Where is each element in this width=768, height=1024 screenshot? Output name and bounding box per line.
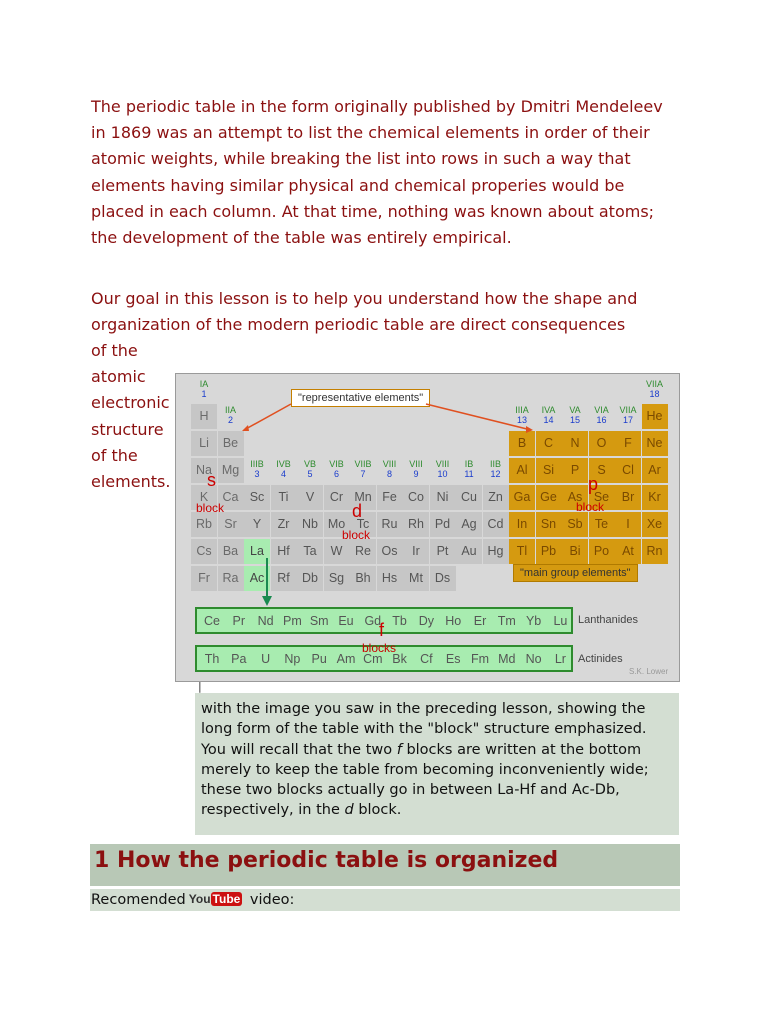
element-C: C bbox=[536, 431, 562, 456]
s-block-letter: s bbox=[207, 470, 216, 490]
group-header-4: IVB 4 bbox=[276, 459, 291, 479]
actinide-element-Np: Np bbox=[284, 652, 301, 666]
element-Sb: Sb bbox=[562, 512, 588, 537]
actinide-element-Es: Es bbox=[445, 652, 461, 666]
element-Cr: Cr bbox=[324, 485, 350, 510]
lanthanide-element-Yb: Yb bbox=[525, 614, 542, 628]
group-header-14: IVA 14 bbox=[541, 405, 556, 425]
group-header-2: IIA 2 bbox=[224, 405, 236, 425]
element-Br: Br bbox=[615, 485, 641, 510]
lanthanide-element-Dy: Dy bbox=[418, 614, 435, 628]
group-header-17: VIIA 17 bbox=[619, 405, 637, 425]
element-Co: Co bbox=[403, 485, 429, 510]
group-header-6: VIB 6 bbox=[329, 459, 344, 479]
group-header-7: VIIB 7 bbox=[354, 459, 372, 479]
element-Ra: Ra bbox=[218, 566, 244, 591]
element-Se: Se bbox=[589, 485, 615, 510]
element-Te: Te bbox=[589, 512, 615, 537]
element-Ir: Ir bbox=[403, 539, 429, 564]
actinide-element-Bk: Bk bbox=[392, 652, 407, 666]
representative-elements-label: "representative elements" bbox=[291, 389, 430, 407]
group-header-10: VIII 10 bbox=[435, 459, 450, 479]
element-Ds: Ds bbox=[430, 566, 456, 591]
element-Al: Al bbox=[509, 458, 535, 483]
arrow-head-f bbox=[262, 596, 272, 606]
figure-caption bbox=[195, 693, 679, 835]
element-Sg: Sg bbox=[324, 566, 350, 591]
s-block-label: block bbox=[196, 501, 225, 515]
element-V: V bbox=[297, 485, 323, 510]
element-Be: Be bbox=[218, 431, 244, 456]
element-O: O bbox=[589, 431, 615, 456]
element-Ca: Ca bbox=[218, 485, 244, 510]
element-Ac: Ac bbox=[244, 566, 270, 591]
element-He: He bbox=[642, 404, 668, 429]
element-B: B bbox=[509, 431, 535, 456]
element-Ni: Ni bbox=[430, 485, 456, 510]
element-Ba: Ba bbox=[218, 539, 244, 564]
element-At: At bbox=[615, 539, 641, 564]
element-Pb: Pb bbox=[536, 539, 562, 564]
arrow-to-s-block bbox=[244, 404, 291, 430]
element-Rh: Rh bbox=[403, 512, 429, 537]
p-block-label: block bbox=[576, 500, 605, 514]
element-H: H bbox=[191, 404, 217, 429]
actinide-element-Lr: Lr bbox=[554, 652, 566, 666]
element-Hg: Hg bbox=[483, 539, 509, 564]
group-header-3: IIIB 3 bbox=[250, 459, 264, 479]
element-Hf: Hf bbox=[271, 539, 297, 564]
group-header-18: VIIA 18 bbox=[645, 379, 663, 399]
element-As: As bbox=[562, 485, 588, 510]
lanthanide-element-Er: Er bbox=[473, 614, 487, 628]
element-Mo: Mo bbox=[324, 512, 350, 537]
element-Na: Na bbox=[191, 458, 217, 483]
actinide-element-Th: Th bbox=[204, 652, 220, 666]
actinide-element-Cm: Cm bbox=[363, 652, 383, 666]
element-Mn: Mn bbox=[350, 485, 376, 510]
element-Mt: Mt bbox=[403, 566, 429, 591]
lanthanide-element-Pr: Pr bbox=[232, 614, 246, 628]
element-Sc: Sc bbox=[244, 485, 270, 510]
group-header-5: VB 5 bbox=[303, 459, 316, 479]
lanthanide-element-Sm: Sm bbox=[309, 614, 329, 628]
arrow-head-s bbox=[242, 425, 249, 431]
lanthanide-element-Lu: Lu bbox=[553, 614, 568, 628]
group-header-13: IIIA 13 bbox=[515, 405, 529, 425]
element-Cd: Cd bbox=[483, 512, 509, 537]
element-In: In bbox=[509, 512, 535, 537]
element-Ta: Ta bbox=[297, 539, 323, 564]
lanthanides-label: Lanthanides bbox=[578, 614, 638, 626]
element-Bh: Bh bbox=[350, 566, 376, 591]
group-header-16: VIA 16 bbox=[594, 405, 609, 425]
element-Cl: Cl bbox=[615, 458, 641, 483]
element-S: S bbox=[589, 458, 615, 483]
element-Si: Si bbox=[536, 458, 562, 483]
actinide-element-Cf: Cf bbox=[420, 652, 433, 666]
element-Db: Db bbox=[297, 566, 323, 591]
element-Sn: Sn bbox=[536, 512, 562, 537]
credit: S.K. Lower bbox=[629, 667, 669, 676]
element-La: La bbox=[244, 539, 270, 564]
caption-d: d bbox=[344, 802, 354, 819]
section-heading: 1 How the periodic table is organized bbox=[90, 844, 680, 886]
lanthanide-element-Tb: Tb bbox=[392, 614, 407, 628]
element-Bi: Bi bbox=[562, 539, 588, 564]
element-N: N bbox=[562, 431, 588, 456]
video-text-before: Recomended bbox=[91, 892, 186, 908]
lanthanide-element-Ce: Ce bbox=[204, 614, 220, 628]
element-Re: Re bbox=[350, 539, 376, 564]
element-Ru: Ru bbox=[377, 512, 403, 537]
youtube-logo-icon[interactable]: You Tube bbox=[188, 892, 241, 906]
arrow-head-p bbox=[526, 426, 533, 433]
arrows-overlay bbox=[176, 374, 681, 683]
element-Tl: Tl bbox=[509, 539, 535, 564]
video-text-after: video: bbox=[245, 892, 295, 908]
group-header-15: VA 15 bbox=[569, 405, 581, 425]
goal-paragraph-side: of the atomic electronic structure of the elements. bbox=[91, 341, 171, 492]
element-Ga: Ga bbox=[509, 485, 535, 510]
d-block-letter: d bbox=[352, 501, 363, 521]
actinide-element-U: U bbox=[261, 652, 271, 666]
group-header-12: IIB 12 bbox=[489, 459, 501, 479]
recommended-video-line bbox=[90, 889, 680, 911]
element-I: I bbox=[615, 512, 641, 537]
caption-text-2: blocks are written at the bottom merely to keep the table from becoming inconveniently wide; these two blocks actually go in between La-Hf and Ac-Db, respectively, in the bbox=[201, 741, 649, 819]
element-Xe: Xe bbox=[642, 512, 668, 537]
p-block-letter: p bbox=[588, 474, 599, 494]
element-Zn: Zn bbox=[483, 485, 509, 510]
element-Pd: Pd bbox=[430, 512, 456, 537]
element-Po: Po bbox=[589, 539, 615, 564]
actinide-element-Fm: Fm bbox=[470, 652, 490, 666]
actinide-element-Md: Md bbox=[498, 652, 516, 666]
f-block-label: blocks bbox=[362, 641, 397, 655]
element-Ar: Ar bbox=[642, 458, 668, 483]
element-Rn: Rn bbox=[642, 539, 668, 564]
text-cursor: | bbox=[198, 680, 202, 693]
element-Cs: Cs bbox=[191, 539, 217, 564]
element-Fe: Fe bbox=[377, 485, 403, 510]
actinide-element-Pa: Pa bbox=[231, 652, 247, 666]
element-Hs: Hs bbox=[377, 566, 403, 591]
arrow-to-p-block bbox=[426, 404, 531, 430]
group-header-1: IA 1 bbox=[199, 379, 209, 399]
lanthanide-element-Gd: Gd bbox=[364, 614, 382, 628]
element-Zr: Zr bbox=[271, 512, 297, 537]
actinide-element-No: No bbox=[525, 652, 542, 666]
element-Y: Y bbox=[244, 512, 270, 537]
element-W: W bbox=[324, 539, 350, 564]
lanthanide-element-Nd: Nd bbox=[257, 614, 274, 628]
element-K: K bbox=[191, 485, 217, 510]
actinide-element-Pu: Pu bbox=[311, 652, 327, 666]
element-Cu: Cu bbox=[456, 485, 482, 510]
element-Os: Os bbox=[377, 539, 403, 564]
main-group-elements-label: "main group elements" bbox=[513, 564, 638, 582]
periodic-table-figure bbox=[175, 373, 680, 682]
element-Rb: Rb bbox=[191, 512, 217, 537]
actinides-label: Actinides bbox=[578, 653, 623, 665]
element-Fr: Fr bbox=[191, 566, 217, 591]
d-block-label: block bbox=[342, 528, 371, 542]
group-header-8: VIII 8 bbox=[382, 459, 397, 479]
element-Li: Li bbox=[191, 431, 217, 456]
lanthanide-element-Eu: Eu bbox=[338, 614, 354, 628]
element-Kr: Kr bbox=[642, 485, 668, 510]
element-Ge: Ge bbox=[536, 485, 562, 510]
element-Tc: Tc bbox=[350, 512, 376, 537]
element-Nb: Nb bbox=[297, 512, 323, 537]
element-F: F bbox=[615, 431, 641, 456]
element-Au: Au bbox=[456, 539, 482, 564]
lanthanide-element-Ho: Ho bbox=[445, 614, 462, 628]
element-Sr: Sr bbox=[218, 512, 244, 537]
group-header-11: IB 11 bbox=[464, 459, 474, 479]
intro-paragraph: The periodic table in the form originally published by Dmitri Mendeleev in 1869 was an attempt to list the chemical elements in order of their atomic weights, while breaking the list into rows in such a way that elements having similar physical and chemical properies would be placed in each column. At that time, nothing was known about atoms; the development of the table was entirely empirical. bbox=[91, 97, 663, 248]
goal-paragraph: Our goal in this lesson is to help you understand how the shape and organization of the modern periodic table are direct consequences bbox=[91, 289, 638, 335]
group-header-9: VIII 9 bbox=[409, 459, 423, 479]
caption-f: f bbox=[396, 741, 402, 758]
element-Rf: Rf bbox=[271, 566, 297, 591]
caption-text-1: with the image you saw in the preceding lesson, showing the long form of the table with the "block" structure emphasized. You will recall that the two bbox=[201, 701, 647, 758]
element-Mg: Mg bbox=[218, 458, 244, 483]
caption-text-3: block. bbox=[353, 802, 402, 819]
element-Ne: Ne bbox=[642, 431, 668, 456]
f-block-letter: f bbox=[379, 620, 385, 640]
actinide-element-Am: Am bbox=[336, 652, 356, 666]
lanthanide-element-Pm: Pm bbox=[283, 614, 302, 628]
element-Pt: Pt bbox=[430, 539, 456, 564]
element-Ag: Ag bbox=[456, 512, 482, 537]
lanthanide-element-Tm: Tm bbox=[497, 614, 516, 628]
element-P: P bbox=[562, 458, 588, 483]
element-Ti: Ti bbox=[271, 485, 297, 510]
